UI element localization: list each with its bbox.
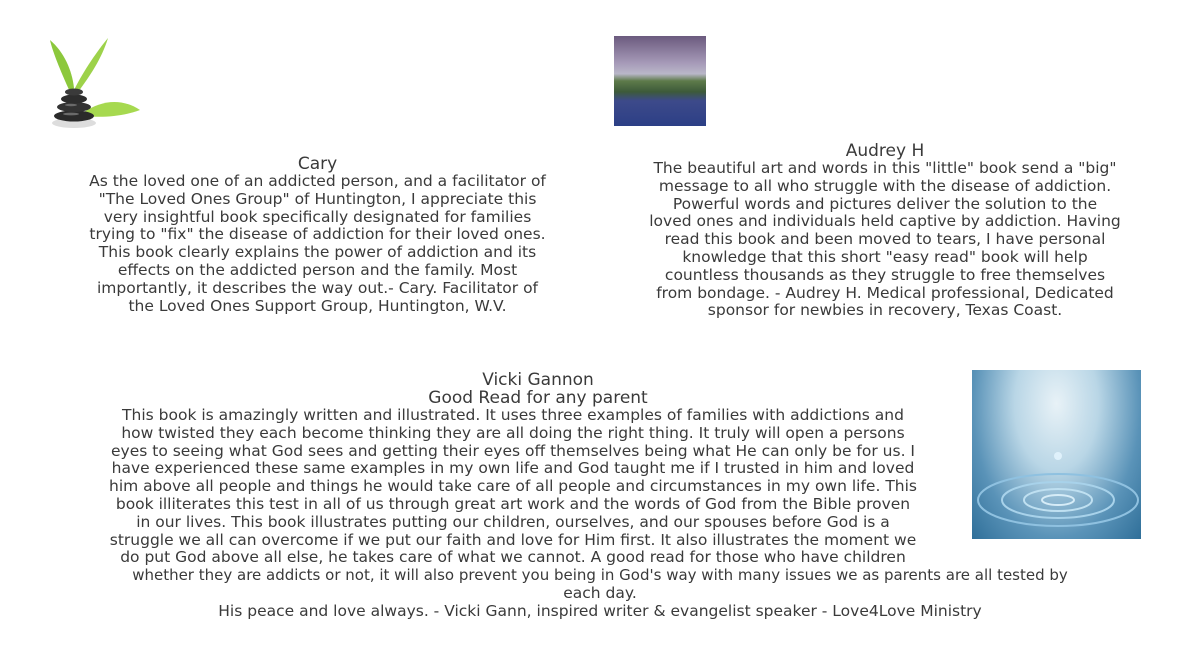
zen-stones-image (40, 30, 145, 135)
testimonial-text: This book is amazingly written and illustrated. It uses three examples of families with addictions and how twisted they each become thinking they are all doing the right thing. It truly will open a persons eyes to seeing what God sees and getting their eyes off themselves being what He can only be for us. I have experienced these same examples in my own life and God taught me if I trusted in him and loved him above all people and things he would take care of all people and circumstances in my own life. This book illiterates this test in all of us through great art work and the words of God from the Bible proven in our lives. This book illustrates putting our children, ourselves, and our spouses before God is a struggle we all can overcome if we put our faith and love for Him first. It also illustrates the moment we do put God above all else, he takes care of what we cannot. A good read for those who have children whether they are addicts or not, it will also prevent you being in God's way with many issues we as parents are all tested by each day. His peace and love always. - Vicki Gann, inspired writer & evangelist speaker - Love4Love Ministry (109, 406, 1068, 620)
testimonial-subtitle: Good Read for any parent (428, 388, 648, 408)
testimonial-audrey (610, 142, 1160, 320)
testimonial-author: Audrey H (845, 141, 925, 161)
testimonial-text: As the loved one of an addicted person, and a facilitator of "The Loved Ones Group" of Huntington, I appreciate this very insightful book specifically designated for families trying to "fix" the disease of addiction for their loved ones. This book clearly explains the power of addiction and its effects on the addicted person and the family. Most importantly, it describes the way out.- Cary. Facilitator of the Loved Ones Support Group, Huntington, W.V. (89, 172, 546, 315)
testimonial-author: Vicki Gannon (482, 370, 594, 390)
bluebonnet-field-image (614, 36, 706, 126)
testimonial-text: The beautiful art and words in this "little" book send a "big" message to all who struggle with the disease of addiction. Powerful words and pictures deliver the solution to the loved ones and individuals held captive by addiction. Having read this book and been moved to tears, I have personal knowledge that this short "easy read" book will help countless thousands as they struggle to free themselves from bondage. - Audrey H. Medical professional, Dedicated sponsor for newbies in recovery, Texas Coast. (649, 159, 1121, 320)
testimonial-author: Cary (297, 154, 338, 174)
testimonial-vicki (30, 371, 1170, 621)
testimonial-cary (40, 155, 595, 315)
